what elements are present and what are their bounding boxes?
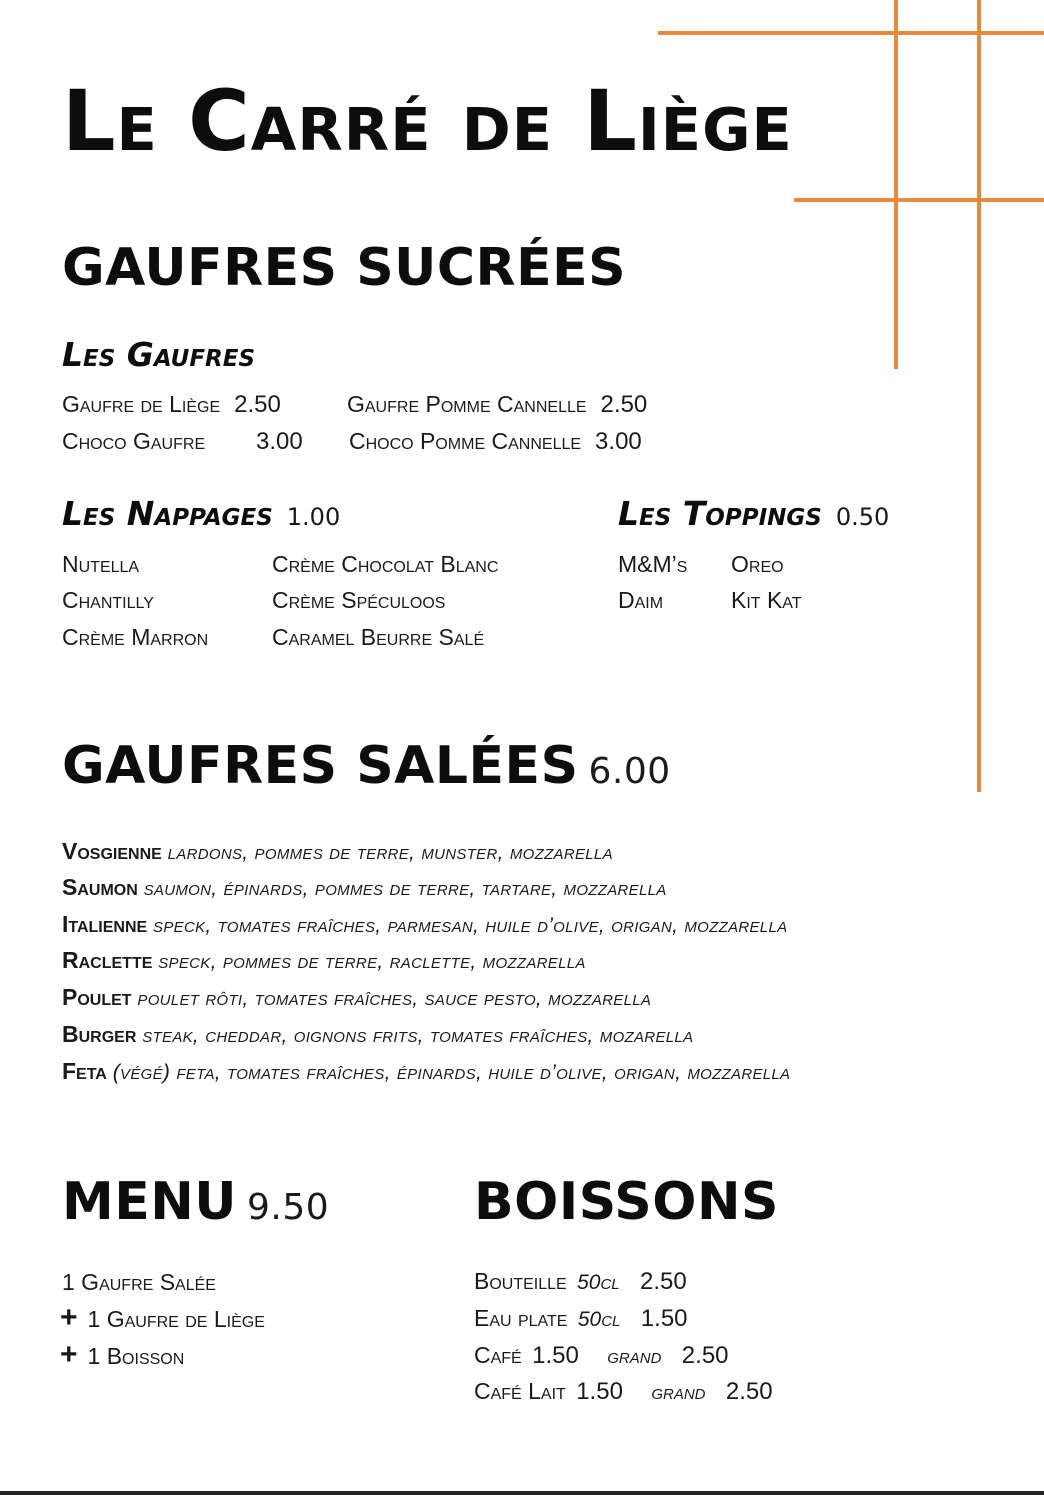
- menu-item: [62, 428, 303, 456]
- menu-line: [60, 1301, 265, 1335]
- menu-item: [349, 428, 642, 456]
- boisson-item: [474, 1305, 688, 1333]
- subsection-title-toppings: [618, 494, 889, 533]
- item-name: Choco Pomme Cannelle: [349, 428, 582, 454]
- orange-line-vertical-right: [977, 0, 981, 792]
- boisson-note: 50cl: [577, 1308, 621, 1331]
- menu-item: [347, 391, 647, 419]
- salee-name: Burger: [62, 1021, 137, 1047]
- item-price: 2.50: [600, 391, 648, 418]
- section-title-salees: [62, 736, 671, 796]
- item-price: 2.50: [234, 391, 281, 418]
- subsection-title-nappages: [62, 494, 340, 533]
- boisson-name: Café: [474, 1342, 522, 1368]
- salee-name: Poulet: [62, 984, 132, 1010]
- nappage-item: Crème Marron: [62, 624, 209, 650]
- menu-price: 9.50: [247, 1187, 330, 1228]
- plus-icon: +: [60, 1301, 78, 1334]
- salee-item: [62, 984, 651, 1011]
- plus-icon: +: [60, 1338, 78, 1371]
- boisson-name: Café Lait: [474, 1378, 566, 1404]
- nappage-item: Nutella: [62, 551, 140, 577]
- item-price: 3.00: [256, 428, 303, 455]
- menu-line-text: 1 Gaufre de Liège: [87, 1306, 265, 1332]
- menu-line: 1 Gaufre Salée: [62, 1269, 216, 1295]
- salee-item: [62, 874, 667, 901]
- orange-line-top: [658, 31, 1044, 35]
- menu-line-text: 1 Boisson: [87, 1343, 185, 1369]
- menu-line: [60, 1338, 184, 1372]
- topping-item: M&M’s: [618, 551, 688, 577]
- boisson-item: [474, 1268, 687, 1296]
- orange-line-mid: [794, 198, 1044, 202]
- salee-desc: speck, pommes de terre, raclette, mozzarella: [158, 950, 586, 973]
- boisson-price: 1.50: [576, 1378, 623, 1405]
- salee-name: Raclette: [62, 947, 153, 973]
- nappage-item: Caramel Beurre Salé: [272, 624, 485, 650]
- salee-desc: steak, cheddar, oignons frits, tomates fraîches, mozarella: [142, 1024, 694, 1047]
- nappage-item: Chantilly: [62, 587, 154, 613]
- boisson-item: [474, 1378, 773, 1406]
- toppings-title: Les Toppings: [618, 494, 822, 533]
- menu-title: MENU: [62, 1172, 238, 1232]
- salee-name: Italienne: [62, 911, 148, 937]
- salee-desc: speck, tomates fraîches, parmesan, huile d’olive, origan, mozzarella: [153, 914, 788, 937]
- salee-name: Saumon: [62, 874, 138, 900]
- salee-item: [62, 838, 613, 865]
- boisson-note: 50cl: [577, 1271, 620, 1294]
- salee-item: [62, 1058, 790, 1085]
- topping-item: Daim: [618, 587, 664, 613]
- salees-title: GAUFRES SALÉES: [62, 736, 579, 796]
- item-name: Choco Gaufre: [62, 428, 206, 454]
- boisson-grand-label: grand: [607, 1345, 662, 1368]
- subsection-title-gaufres: Les Gaufres: [62, 335, 256, 374]
- salee-desc: saumon, épinards, pommes de terre, tartare, mozzarella: [143, 877, 667, 900]
- topping-item: Oreo: [731, 551, 784, 577]
- nappages-title: Les Nappages: [62, 494, 273, 533]
- item-name: Gaufre Pomme Cannelle: [347, 391, 587, 417]
- boisson-price: 2.50: [640, 1268, 687, 1295]
- bottom-divider: [0, 1491, 1044, 1495]
- menu-item: [62, 391, 281, 419]
- salee-desc: (végé) feta, tomates fraîches, épinards, huile d’olive, origan, mozzarella: [112, 1061, 791, 1084]
- boisson-item: [474, 1342, 729, 1370]
- salee-desc: lardons, pommes de terre, munster, mozzarella: [167, 841, 613, 864]
- item-price: 3.00: [595, 428, 642, 455]
- orange-line-vertical-left: [894, 0, 898, 369]
- item-name: Gaufre de Liège: [62, 391, 221, 417]
- boisson-price: 1.50: [532, 1342, 579, 1369]
- nappage-item: Crème Chocolat Blanc: [272, 551, 499, 577]
- salee-item: [62, 947, 586, 974]
- section-title-sucrees: GAUFRES SUCRÉES: [62, 238, 627, 298]
- salee-name: Feta: [62, 1058, 107, 1084]
- salees-price: 6.00: [588, 751, 671, 792]
- salee-item: [62, 1021, 693, 1048]
- boisson-name: Eau plate: [474, 1305, 568, 1331]
- section-title-menu: [62, 1172, 329, 1232]
- nappage-item: Crème Spéculoos: [272, 587, 446, 613]
- boisson-price: 1.50: [640, 1305, 688, 1332]
- salee-item: [62, 911, 787, 938]
- salee-desc: poulet rôti, tomates fraîches, sauce pesto, mozzarella: [137, 987, 652, 1010]
- boisson-grand-price: 2.50: [725, 1378, 773, 1405]
- boisson-name: Bouteille: [474, 1268, 567, 1294]
- boisson-grand-label: grand: [651, 1381, 706, 1404]
- toppings-price: 0.50: [835, 503, 890, 531]
- boisson-grand-price: 2.50: [681, 1342, 729, 1369]
- restaurant-title: Le Carré de Liège: [62, 72, 793, 170]
- salee-name: Vosgienne: [62, 838, 162, 864]
- nappages-price: 1.00: [286, 503, 341, 531]
- section-title-boissons: BOISSONS: [474, 1172, 779, 1232]
- topping-item: Kit Kat: [731, 587, 802, 613]
